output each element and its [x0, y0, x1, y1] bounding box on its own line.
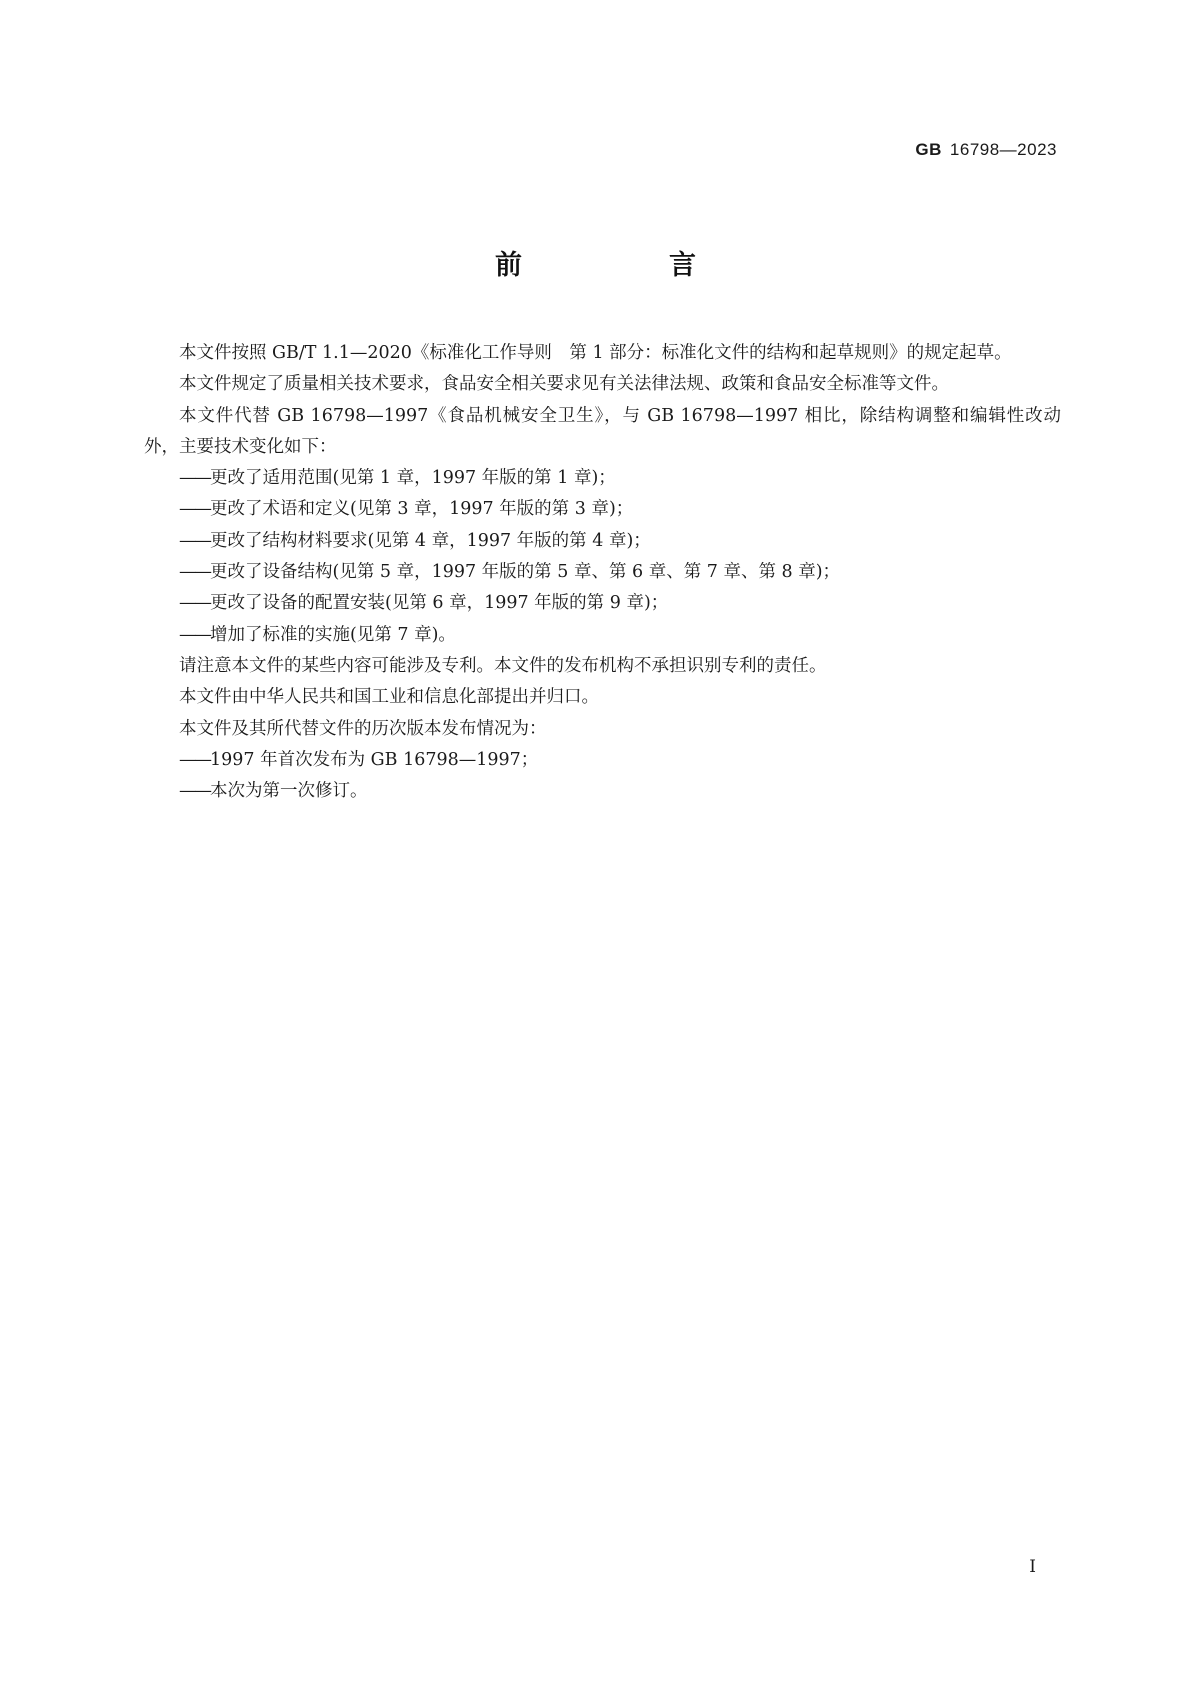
paragraph-scope: 本文件规定了质量相关技术要求，食品安全相关要求见有关法律法规、政策和食品安全标准等文件。: [179, 374, 949, 395]
standard-number: 16798—2023: [949, 140, 1057, 159]
page-number: I: [1029, 1557, 1036, 1577]
change-text: 更改了结构材料要求(见第 4 章，1997 年版的第 4 章)；: [210, 530, 651, 551]
dash-marker: ——: [179, 468, 210, 489]
foreword-body: [144, 338, 1061, 807]
paragraph-drafting-rules: 本文件按照 GB/T 1.1—2020《标准化工作导则 第 1 部分：标准化文件的结构和起草规则》的规定起草。: [179, 343, 1012, 363]
history-item: [144, 776, 1061, 807]
dash-marker: ——: [179, 530, 210, 551]
dash-marker: ——: [179, 562, 210, 583]
change-item: [144, 620, 1061, 651]
change-text: 更改了设备结构(见第 5 章，1997 年版的第 5 章、第 6 章、第 7 章、第 8 章)；: [210, 562, 841, 583]
change-text: 增加了标准的实施(见第 7 章)。: [210, 624, 456, 645]
dash-marker: ——: [179, 593, 210, 614]
change-item: [144, 588, 1061, 619]
dash-marker: ——: [179, 499, 210, 520]
dash-marker: ——: [179, 624, 210, 645]
standard-code: [915, 140, 1057, 160]
paragraph-replacement: 本文件代替 GB 16798—1997《食品机械安全卫生》，与 GB 16798—1997 相比，除结构调整和编辑性改动外，主要技术变化如下：: [144, 405, 1061, 457]
dash-marker: ——: [179, 781, 210, 802]
change-text: 更改了适用范围(见第 1 章，1997 年版的第 1 章)；: [210, 468, 616, 489]
change-item: [144, 557, 1061, 588]
standard-prefix: GB: [915, 140, 942, 159]
change-item: [144, 494, 1061, 525]
change-item: [144, 526, 1061, 557]
dash-marker: ——: [179, 749, 210, 770]
change-text: 更改了术语和定义(见第 3 章，1997 年版的第 3 章)；: [210, 499, 634, 520]
history-item: [144, 745, 1061, 776]
paragraph-patent-notice: 请注意本文件的某些内容可能涉及专利。本文件的发布机构不承担识别专利的责任。: [179, 655, 827, 676]
page-title: 前 言: [495, 250, 756, 281]
change-item: [144, 463, 1061, 494]
change-text: 更改了设备的配置安装(见第 6 章，1997 年版的第 9 章)；: [210, 593, 669, 614]
history-text: 1997 年首次发布为 GB 16798—1997；: [210, 749, 539, 770]
history-text: 本次为第一次修订。: [210, 781, 368, 802]
paragraph-proposer: 本文件由中华人民共和国工业和信息化部提出并归口。: [179, 687, 599, 708]
paragraph-history-intro: 本文件及其所代替文件的历次版本发布情况为：: [179, 718, 547, 739]
